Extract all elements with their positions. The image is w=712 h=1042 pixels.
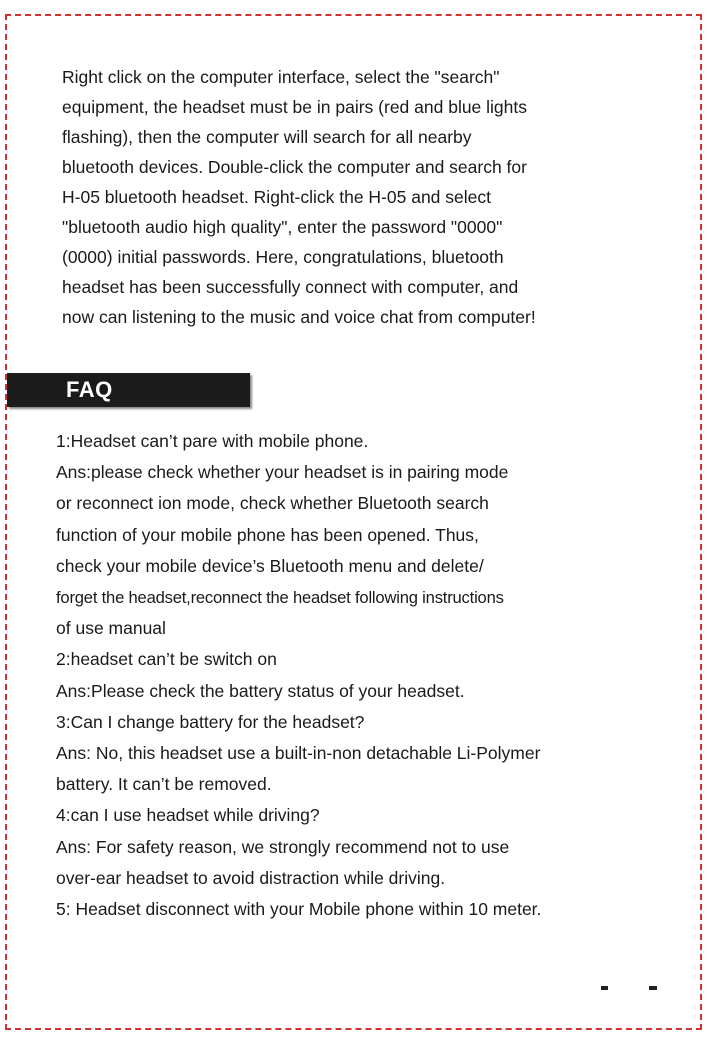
faq-item-5: 5: Headset disconnect with your Mobile phone within 10 meter. — [56, 899, 542, 920]
faq-question-4: 4:can I use headset while driving? — [56, 805, 320, 826]
faq-header-bar — [7, 373, 250, 407]
faq-answer-line: over-ear headset to avoid distraction while driving. — [56, 867, 446, 888]
intro-line: flashing), then the computer will search for all nearby — [62, 127, 472, 147]
intro-line: (0000) initial passwords. Here, congratulations, bluetooth — [62, 247, 504, 267]
faq-answer-line: function of your mobile phone has been opened. Thus, — [56, 524, 479, 545]
intro-line: now can listening to the music and voice chat from computer! — [62, 307, 536, 327]
faq-answer-line: Ans:Please check the battery status of your headset. — [56, 680, 465, 701]
faq-question-2: 2:headset can’t be switch on — [56, 649, 277, 670]
page-mark-left — [601, 986, 608, 990]
intro-line: headset has been successfully connect with computer, and — [62, 277, 519, 297]
faq-answer-line: Ans: For safety reason, we strongly recommend not to use — [56, 836, 510, 857]
intro-line: "bluetooth audio high quality", enter the password "0000" — [62, 217, 503, 237]
faq-answer-line: of use manual — [56, 618, 166, 639]
faq-answer-line: Ans:please check whether your headset is in pairing mode — [56, 462, 509, 483]
intro-line: H-05 bluetooth headset. Right-click the H-05 and select — [62, 187, 491, 207]
faq-answer-line: check your mobile device’s Bluetooth menu and delete/ — [56, 555, 484, 576]
faq-answer-line: battery. It can’t be removed. — [56, 774, 272, 795]
intro-line: bluetooth devices. Double-click the computer and search for — [62, 157, 527, 177]
faq-title: FAQ — [66, 377, 113, 402]
faq-answer-line: or reconnect ion mode, check whether Bluetooth search — [56, 493, 489, 514]
page-mark-right — [649, 986, 657, 990]
faq-list — [56, 426, 676, 925]
intro-paragraph — [62, 62, 662, 332]
faq-question-1: 1:Headset can’t pare with mobile phone. — [56, 431, 369, 451]
page-number-marks — [601, 986, 661, 992]
faq-answer-line: Ans: No, this headset use a built-in-non detachable Li-Polymer — [56, 743, 541, 764]
faq-answer-line: forget the headset,reconnect the headset following instructions — [56, 588, 504, 608]
faq-question-3: 3:Can I change battery for the headset? — [56, 711, 365, 732]
intro-line: Right click on the computer interface, select the "search" — [62, 67, 500, 87]
intro-line: equipment, the headset must be in pairs (red and blue lights — [62, 97, 528, 117]
